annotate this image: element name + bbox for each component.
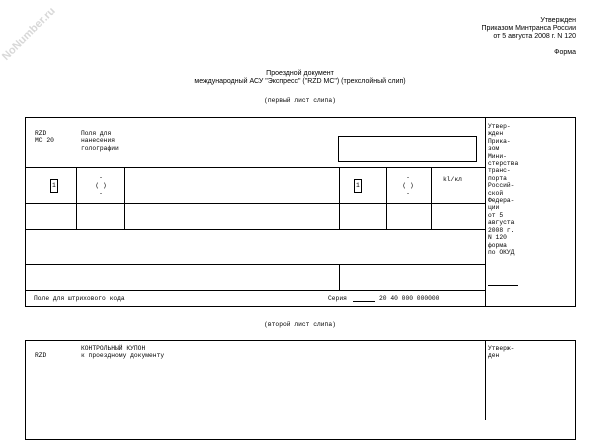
series-label: Серия <box>328 295 347 302</box>
col-line-1 <box>76 167 77 229</box>
row-line-3 <box>25 229 485 230</box>
dash-bottom-left: - <box>99 190 103 197</box>
series-value: 20 40 000 000000 <box>379 295 440 302</box>
col-line-5 <box>431 167 432 229</box>
coupon-title <box>81 345 164 360</box>
title-line-2: международный АСУ "Экспресс" ("RZD МС") (трехслойный слип) <box>194 78 406 85</box>
sheet2-side-text: Утверж- ден <box>488 345 515 360</box>
sheet1-caption: (первый лист слипа) <box>264 97 336 104</box>
document-title <box>0 70 600 86</box>
row-line-5 <box>25 290 485 291</box>
approved-label: Утвержден <box>540 17 576 24</box>
coupon-line-2: к проездному документу <box>81 352 165 360</box>
row-line-4 <box>25 264 485 265</box>
paren-left: ( ) <box>95 182 107 189</box>
col-line-4 <box>386 167 387 229</box>
hologram-field-label: Поля для нанесения голографии <box>81 130 119 152</box>
kl-label: kl/кл <box>443 176 462 183</box>
paren-right: ( ) <box>402 182 414 189</box>
approval-header <box>376 17 576 57</box>
header-row-line <box>25 167 485 168</box>
coupon-line-1: КОНТРОЛЬНЫЙ КУПОН <box>81 345 146 352</box>
mark-one-right: 1 <box>356 182 360 189</box>
dash-bottom-right: - <box>406 190 410 197</box>
title-line-1: Проездной документ <box>266 70 334 77</box>
col-line-2 <box>124 167 125 229</box>
order-label: Приказом Минтранса России <box>481 25 576 32</box>
barcode-field-label: Поле для штрихового кода <box>34 295 125 302</box>
col-line-3 <box>339 167 340 229</box>
col-line-bottom <box>339 264 340 290</box>
top-right-box <box>338 136 477 162</box>
right-column-divider <box>485 117 486 307</box>
approval-side-text: Утвер- жден Прика- зом Мини- стерства транс- порта Россий- ской Федера- ции от 5 августа 2008 г. N 120 форма по ОКУД <box>488 123 519 256</box>
sheet2-right-divider <box>485 340 486 420</box>
sheet2-caption: (второй лист слипа) <box>264 321 336 328</box>
series-blank-line <box>353 301 375 302</box>
mark-one-left: 1 <box>52 182 56 189</box>
slip-code: RZD МС 20 <box>35 130 54 145</box>
dash-top-left: - <box>99 174 103 181</box>
watermark: NoNumber.ru <box>0 5 58 63</box>
form-label: Форма <box>554 49 576 56</box>
row-line-2 <box>25 203 485 204</box>
okud-line <box>488 285 518 286</box>
sheet2-code: RZD <box>35 352 47 359</box>
dash-top-right: - <box>406 174 410 181</box>
order-date: от 5 августа 2008 г. N 120 <box>493 33 576 40</box>
